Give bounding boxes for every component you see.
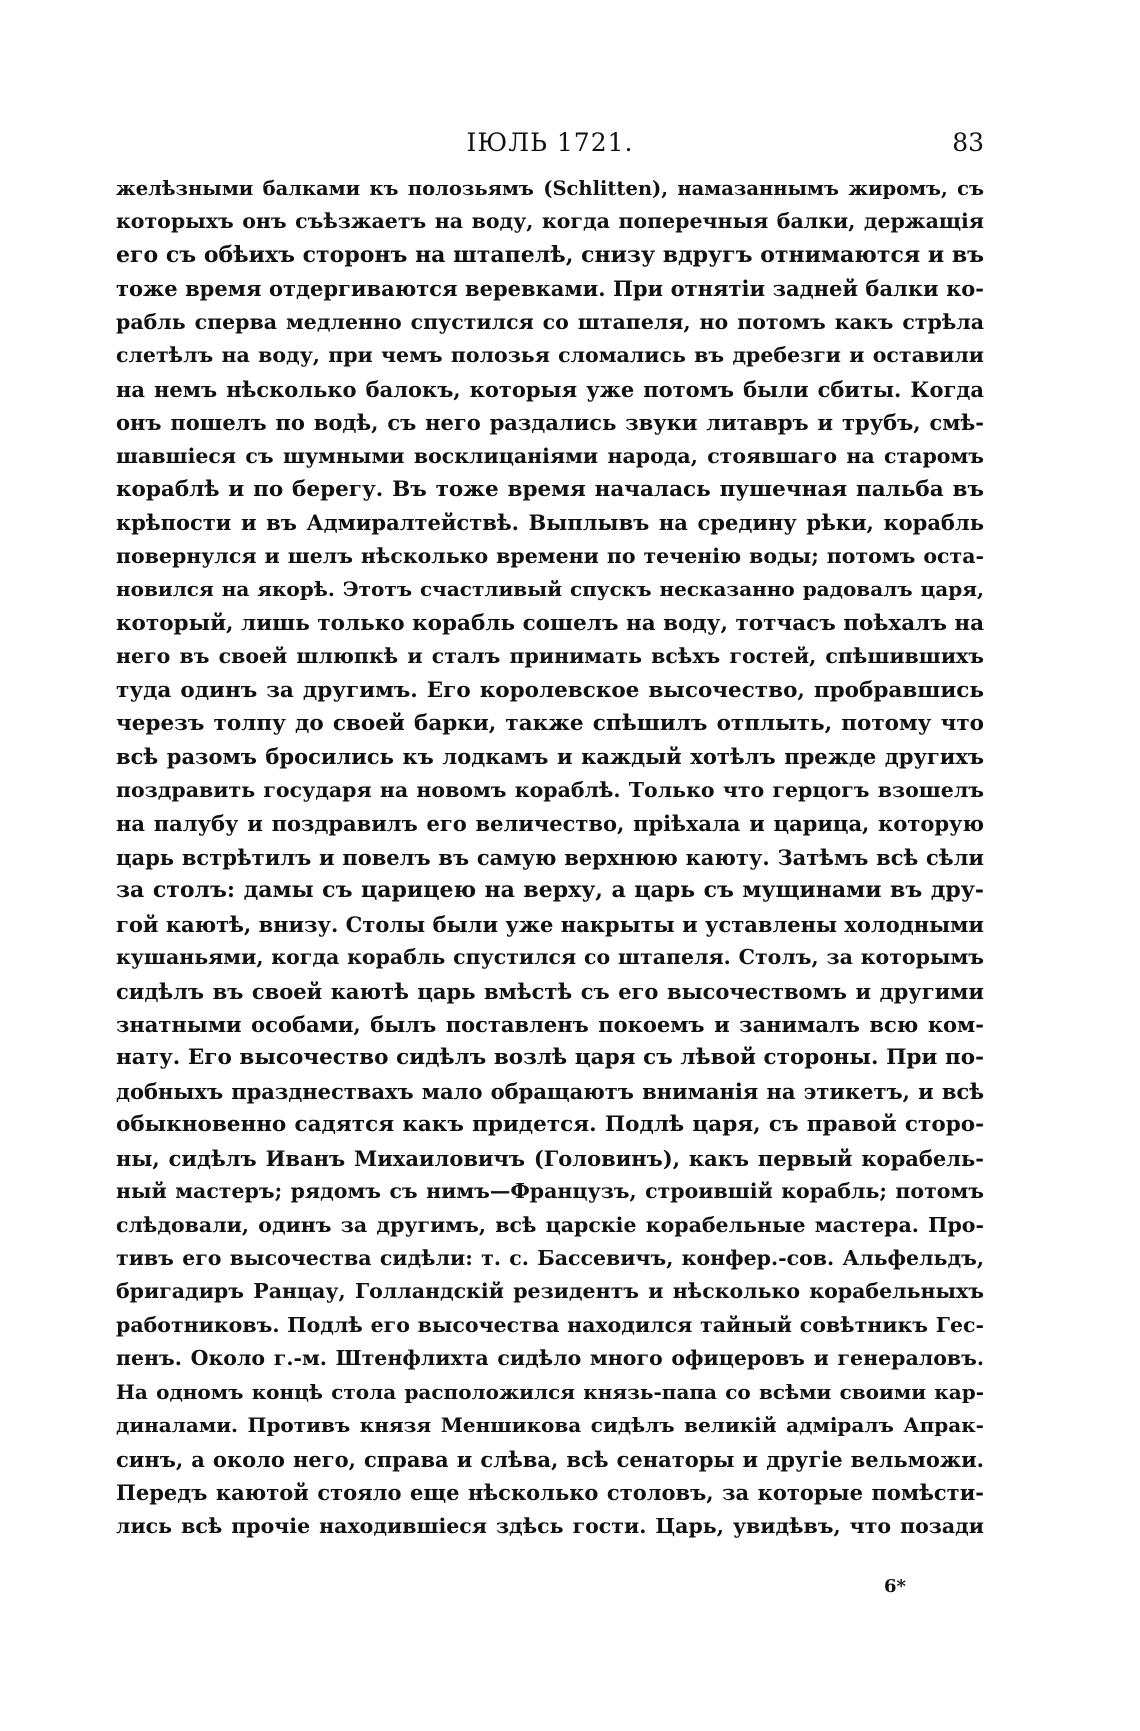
- text-line: поздравить государя на новомъ кораблѣ. Только что герцогъ взошелъ: [116, 777, 984, 802]
- text-line: обыкновенно садятся какъ придется. Подлѣ царя, съ правой сторо-: [116, 1112, 984, 1138]
- text-line: всѣ разомъ бросились къ лодкамъ и каждый хотѣлъ прежде другихъ: [116, 744, 984, 770]
- running-title: ІЮЛЬ 1721.: [466, 128, 634, 157]
- body-text: [116, 172, 984, 1543]
- text-line: кораблѣ и по берегу. Въ тоже время началась пушечная пальба въ: [116, 476, 984, 502]
- text-line: онъ пошелъ по водѣ, съ него раздались звуки литавръ и трубъ, смѣ-: [116, 410, 984, 436]
- text-line: слѣдовали, одинъ за другимъ, всѣ царскіе корабельные мастера. Про-: [116, 1212, 984, 1237]
- text-line: повернулся и шелъ нѣсколько времени по теченію воды; потомъ оста-: [116, 543, 984, 568]
- text-line: желѣзными балками къ полозьямъ (Schlitten), намазаннымъ жиромъ, съ: [116, 177, 984, 200]
- text-line: него въ своей шлюпкѣ и сталъ принимать всѣхъ гостей, спѣшившихъ: [116, 644, 984, 669]
- text-line: крѣпости и въ Адмиралтействѣ. Выплывъ на средину рѣки, корабль: [116, 510, 984, 536]
- text-line: черезъ толпу до своей барки, также спѣшилъ отплыть, потому что: [116, 711, 984, 736]
- text-line: его съ обѣихъ сторонъ на штапелѣ, снизу вдругъ отнимаются и въ: [116, 241, 984, 268]
- text-line: на палубу и поздравилъ его величество, пріѣхала и царица, которую: [116, 811, 984, 837]
- text-line: бригадиръ Ранцау, Голландскій резидентъ и нѣсколько корабельныхъ: [116, 1279, 984, 1304]
- text-line: гой каютѣ, внизу. Столы были уже накрыты и уставлены холодными: [116, 911, 984, 937]
- text-line: на немъ нѣсколько балокъ, которыя уже потомъ были сбиты. Когда: [116, 376, 984, 402]
- text-line: пенъ. Около г.-м. Штенфлихта сидѣло много офицеровъ и генераловъ.: [116, 1346, 984, 1371]
- text-line: тивъ его высочества сидѣли: т. с. Бассевичъ, конфер.-сов. Альфельдъ,: [116, 1246, 984, 1270]
- text-line: На одномъ концѣ стола расположился князь-папа со всѣми своими кар-: [116, 1379, 984, 1404]
- text-line: которыхъ онъ съѣзжаетъ на воду, когда поперечныя балки, держащія: [116, 209, 984, 234]
- text-line: работниковъ. Подлѣ его высочества находился тайный совѣтникъ Гес-: [116, 1312, 984, 1337]
- text-line: диналами. Противъ князя Меншикова сидѣлъ великій адміралъ Апрак-: [116, 1413, 984, 1438]
- text-line: лись всѣ прочіе находившіеся здѣсь гости. Царь, увидѣвъ, что позади: [116, 1513, 984, 1538]
- text-line: добныхъ празднествахъ мало обращаютъ вниманія на этикетъ, и всѣ: [116, 1078, 984, 1104]
- text-line: царь встрѣтилъ и повелъ въ самую верхнюю каюту. Затѣмъ всѣ сѣли: [116, 844, 984, 870]
- text-line: рабль сперва медленно спустился со штапеля, но потомъ какъ стрѣла: [116, 309, 984, 334]
- text-line: тоже время отдергиваются веревками. При отнятіи задней балки ко-: [116, 276, 984, 302]
- text-line: кушаньями, когда корабль спустился со штапеля. Столъ, за которымъ: [116, 945, 984, 970]
- text-line: новился на якорѣ. Этотъ счастливый спускъ несказанно радовалъ царя,: [116, 577, 984, 602]
- text-line: который, лишь только корабль сошелъ на воду, тотчасъ поѣхалъ на: [116, 610, 984, 636]
- page-number: 83: [952, 128, 984, 157]
- text-line: шавшіеся съ шумными восклицаніями народа, стоявшаго на старомъ: [116, 443, 984, 468]
- text-line: ны, сидѣлъ Иванъ Михаиловичъ (Головинъ), какъ первый корабель-: [116, 1145, 984, 1171]
- page-header: [116, 126, 984, 160]
- text-line: ный мастеръ; рядомъ съ нимъ—Французъ, строившій корабль; потомъ: [116, 1179, 984, 1204]
- text-line: слетѣлъ на воду, при чемъ полозья сломались въ дребезги и оставили: [116, 343, 984, 368]
- text-line: туда одинъ за другимъ. Его королевское высочество, пробравшись: [116, 677, 984, 703]
- text-line: знатными особами, былъ поставленъ покоемъ и занималъ всю ком-: [116, 1011, 984, 1037]
- text-line: Передъ каютой стояло еще нѣсколько столовъ, за которые помѣсти-: [116, 1480, 984, 1506]
- text-line: синъ, а около него, справа и слѣва, всѣ сенаторы и другіе вельможи.: [116, 1446, 984, 1472]
- text-line: за столъ: дамы съ царицею на верху, а царь съ мущинами въ дру-: [116, 877, 984, 904]
- text-line: нату. Его высочество сидѣлъ возлѣ царя съ лѣвой стороны. При по-: [116, 1045, 984, 1071]
- signature-mark: 6*: [884, 1576, 906, 1597]
- text-line: сидѣлъ въ своей каютѣ царь вмѣстѣ съ его высочествомъ и другими: [116, 978, 984, 1004]
